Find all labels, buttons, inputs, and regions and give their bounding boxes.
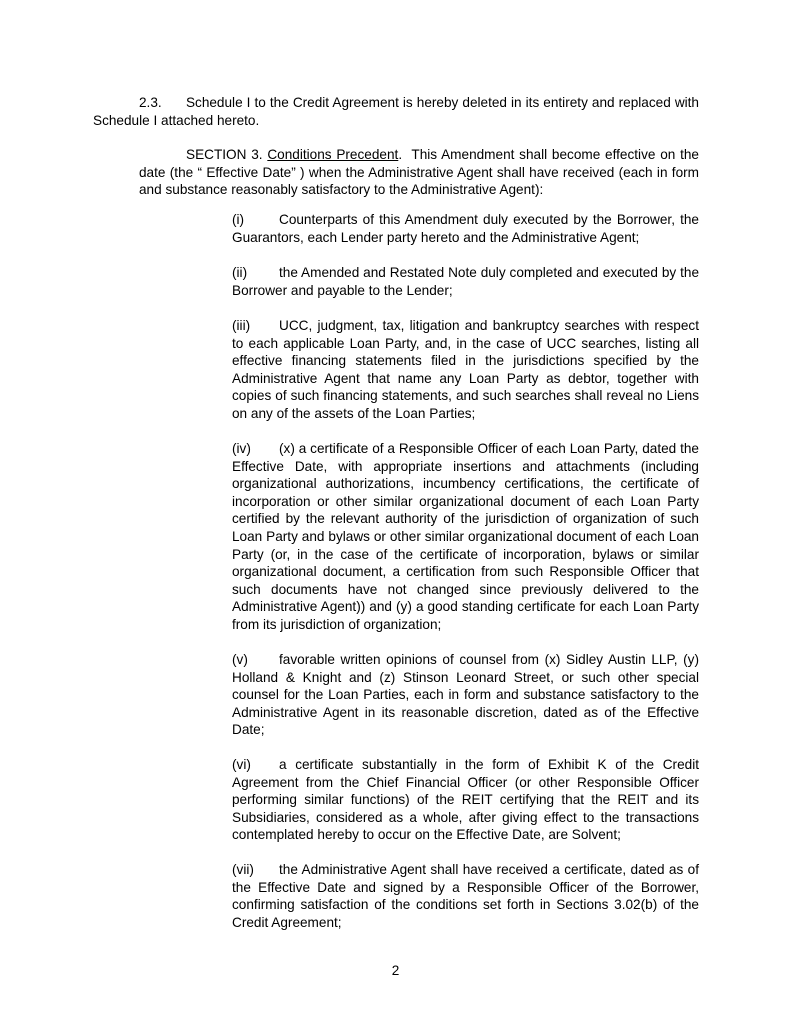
section-3-label: SECTION 3. — [186, 147, 263, 162]
condition-item-text: Counterparts of this Amendment duly executed by the Borrower, the Guarantors, each Lender party hereto and the Administrative Agent; — [232, 212, 699, 245]
condition-item-text: a certificate substantially in the form of Exhibit K of the Credit Agreement from the Chief Financial Officer (or other Responsible Officer performing similar functions) of the REIT certifying that the REIT and its Subsidiaries, considered as a whole, after giving effect to the transactions contemplated hereby to occur on the Effective Date, are Solvent; — [232, 757, 699, 843]
condition-item-vii — [232, 861, 699, 931]
condition-item-iv — [232, 440, 699, 634]
condition-item-iii — [232, 317, 699, 423]
condition-item-ii — [232, 264, 699, 299]
section-2-3-text: Schedule I to the Credit Agreement is hereby deleted in its entirety and replaced with Schedule I attached hereto. — [93, 95, 699, 128]
condition-item-text: the Amended and Restated Note duly completed and executed by the Borrower and payable to the Lender; — [232, 265, 699, 298]
condition-item-text: (x) a certificate of a Responsible Officer of each Loan Party, dated the Effective Date, with appropriate insertions and attachments (including organizational authorizations, incumbency certifications, the certificate of incorporation or other similar organizational document of each Loan Party certified by the relevant authority of the jurisdiction of organization of such Loan Party and bylaws or other similar organizational document of each Loan Party (or, in the case of the certificate of incorporation, bylaws or similar organizational document, a certification from such Responsible Officer that such documents have not changed since previously delivered to the Administrative Agent)) and (y) a good standing certificate for each Loan Party from its jurisdiction of organization; — [232, 441, 699, 632]
section-3-heading: Conditions Precedent — [267, 147, 399, 162]
section-3-paragraph — [139, 146, 699, 199]
condition-item-number: (vii) — [232, 862, 254, 877]
condition-item-v — [232, 651, 699, 739]
condition-item-number: (ii) — [232, 265, 248, 280]
page-number: 2 — [391, 963, 400, 978]
condition-item-number: (v) — [232, 652, 248, 667]
condition-item-i — [232, 211, 699, 246]
section-2-3-paragraph — [93, 94, 699, 129]
condition-item-number: (iii) — [232, 318, 251, 333]
condition-item-text: UCC, judgment, tax, litigation and bankruptcy searches with respect to each applicable Loan Party, and, in the case of UCC searches, listing all effective financing statements filed in the jurisdictions specified by the Administrative Agent that name any Loan Party as debtor, together with copies of such financing statements, and such searches shall reveal no Liens on any of the assets of the Loan Parties; — [232, 318, 699, 421]
condition-item-number: (vi) — [232, 757, 251, 772]
section-3-heading-period: . — [398, 147, 403, 162]
section-2-3-number: 2.3. — [139, 95, 162, 110]
condition-item-vi — [232, 756, 699, 844]
condition-item-text: the Administrative Agent shall have received a certificate, dated as of the Effective Date and signed by a Responsible Officer of the Borrower, confirming satisfaction of the conditions set forth in Sections 3.02(b) of the Credit Agreement; — [232, 862, 699, 930]
condition-item-number: (i) — [232, 212, 245, 227]
section-3-text: This Amendment shall become effective on the date (the “ Effective Date” ) when the Administrative Agent shall have received (each in form and substance reasonably satisfactory to the Administrative Agent): — [139, 147, 699, 198]
condition-item-number: (iv) — [232, 441, 251, 456]
condition-item-text: favorable written opinions of counsel from (x) Sidley Austin LLP, (y) Holland & Knight and (z) Stinson Leonard Street, or such other special counsel for the Loan Parties, each in form and substance satisfactory to the Administrative Agent in its reasonable discretion, dated as of the Effective Date; — [232, 652, 699, 738]
